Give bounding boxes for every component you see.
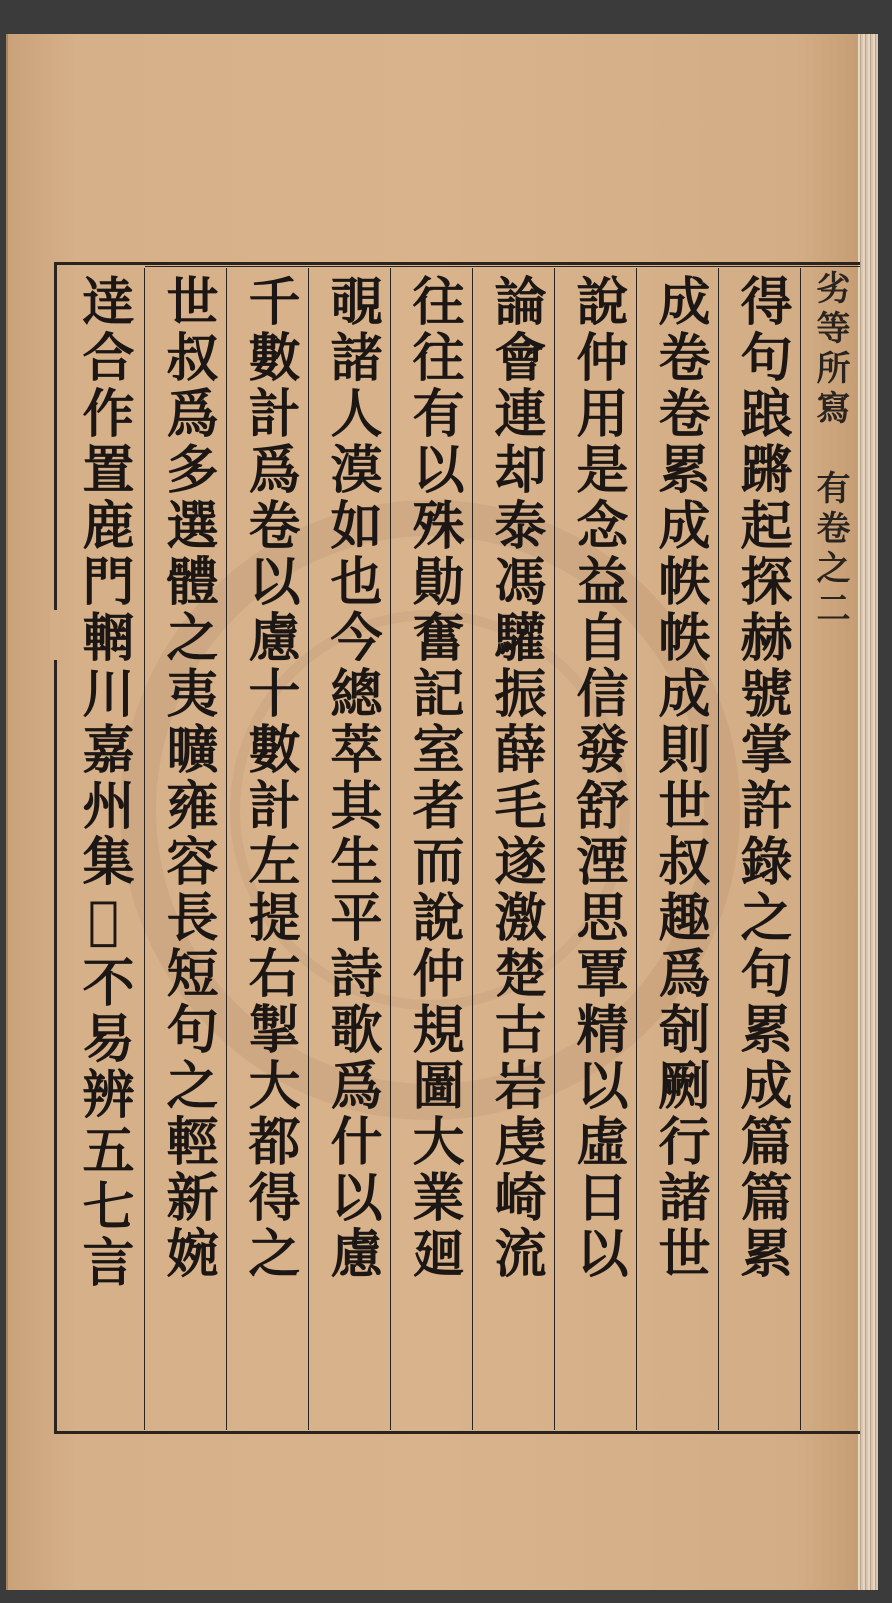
column-rule <box>800 268 801 1430</box>
text-column-3: 說仲用是念益自信發舒湮思覃精以虛日以 <box>567 274 628 1282</box>
frame-top-rule <box>145 266 860 267</box>
text-column-7: 千數計爲卷以慮十數計左提右掣大都得之 <box>239 274 300 1282</box>
column-rule <box>144 268 145 1430</box>
text-column-6: 覗諸人漠如也今總萃其生平詩歌爲什以慮 <box>321 274 382 1282</box>
column-rule <box>636 268 637 1430</box>
text-column-1: 得句踉蹡起探赫號掌許錄之句累成篇篇累 <box>731 274 792 1282</box>
text-column-8: 世叔爲多選體之夷曠雍容長短句之輕新婉 <box>157 274 218 1282</box>
column-rule <box>472 268 473 1430</box>
column-rule <box>226 268 227 1430</box>
column-rule <box>554 268 555 1430</box>
column-rule <box>390 268 391 1430</box>
column-rule <box>718 268 719 1430</box>
block-heart-margin-label: 劣等所寫 有卷之二 <box>810 270 850 630</box>
text-column-4: 論會連却泰馮驩振薛毛遂激楚古岩虔崎流 <box>485 274 546 1282</box>
frame-border-gap <box>50 610 60 660</box>
text-column-5: 往往有以殊勛奮記室者而說仲規圖大業廻 <box>403 274 464 1282</box>
column-rule <box>308 268 309 1430</box>
text-column-2: 成卷卷累成帙帙成則世叔趣爲剞劂行諸世 <box>649 274 710 1282</box>
text-column-9: 逹合作置鹿門輞川嘉州集𥨊不易辨五七言 <box>73 274 134 1291</box>
page-edge <box>858 34 878 1590</box>
